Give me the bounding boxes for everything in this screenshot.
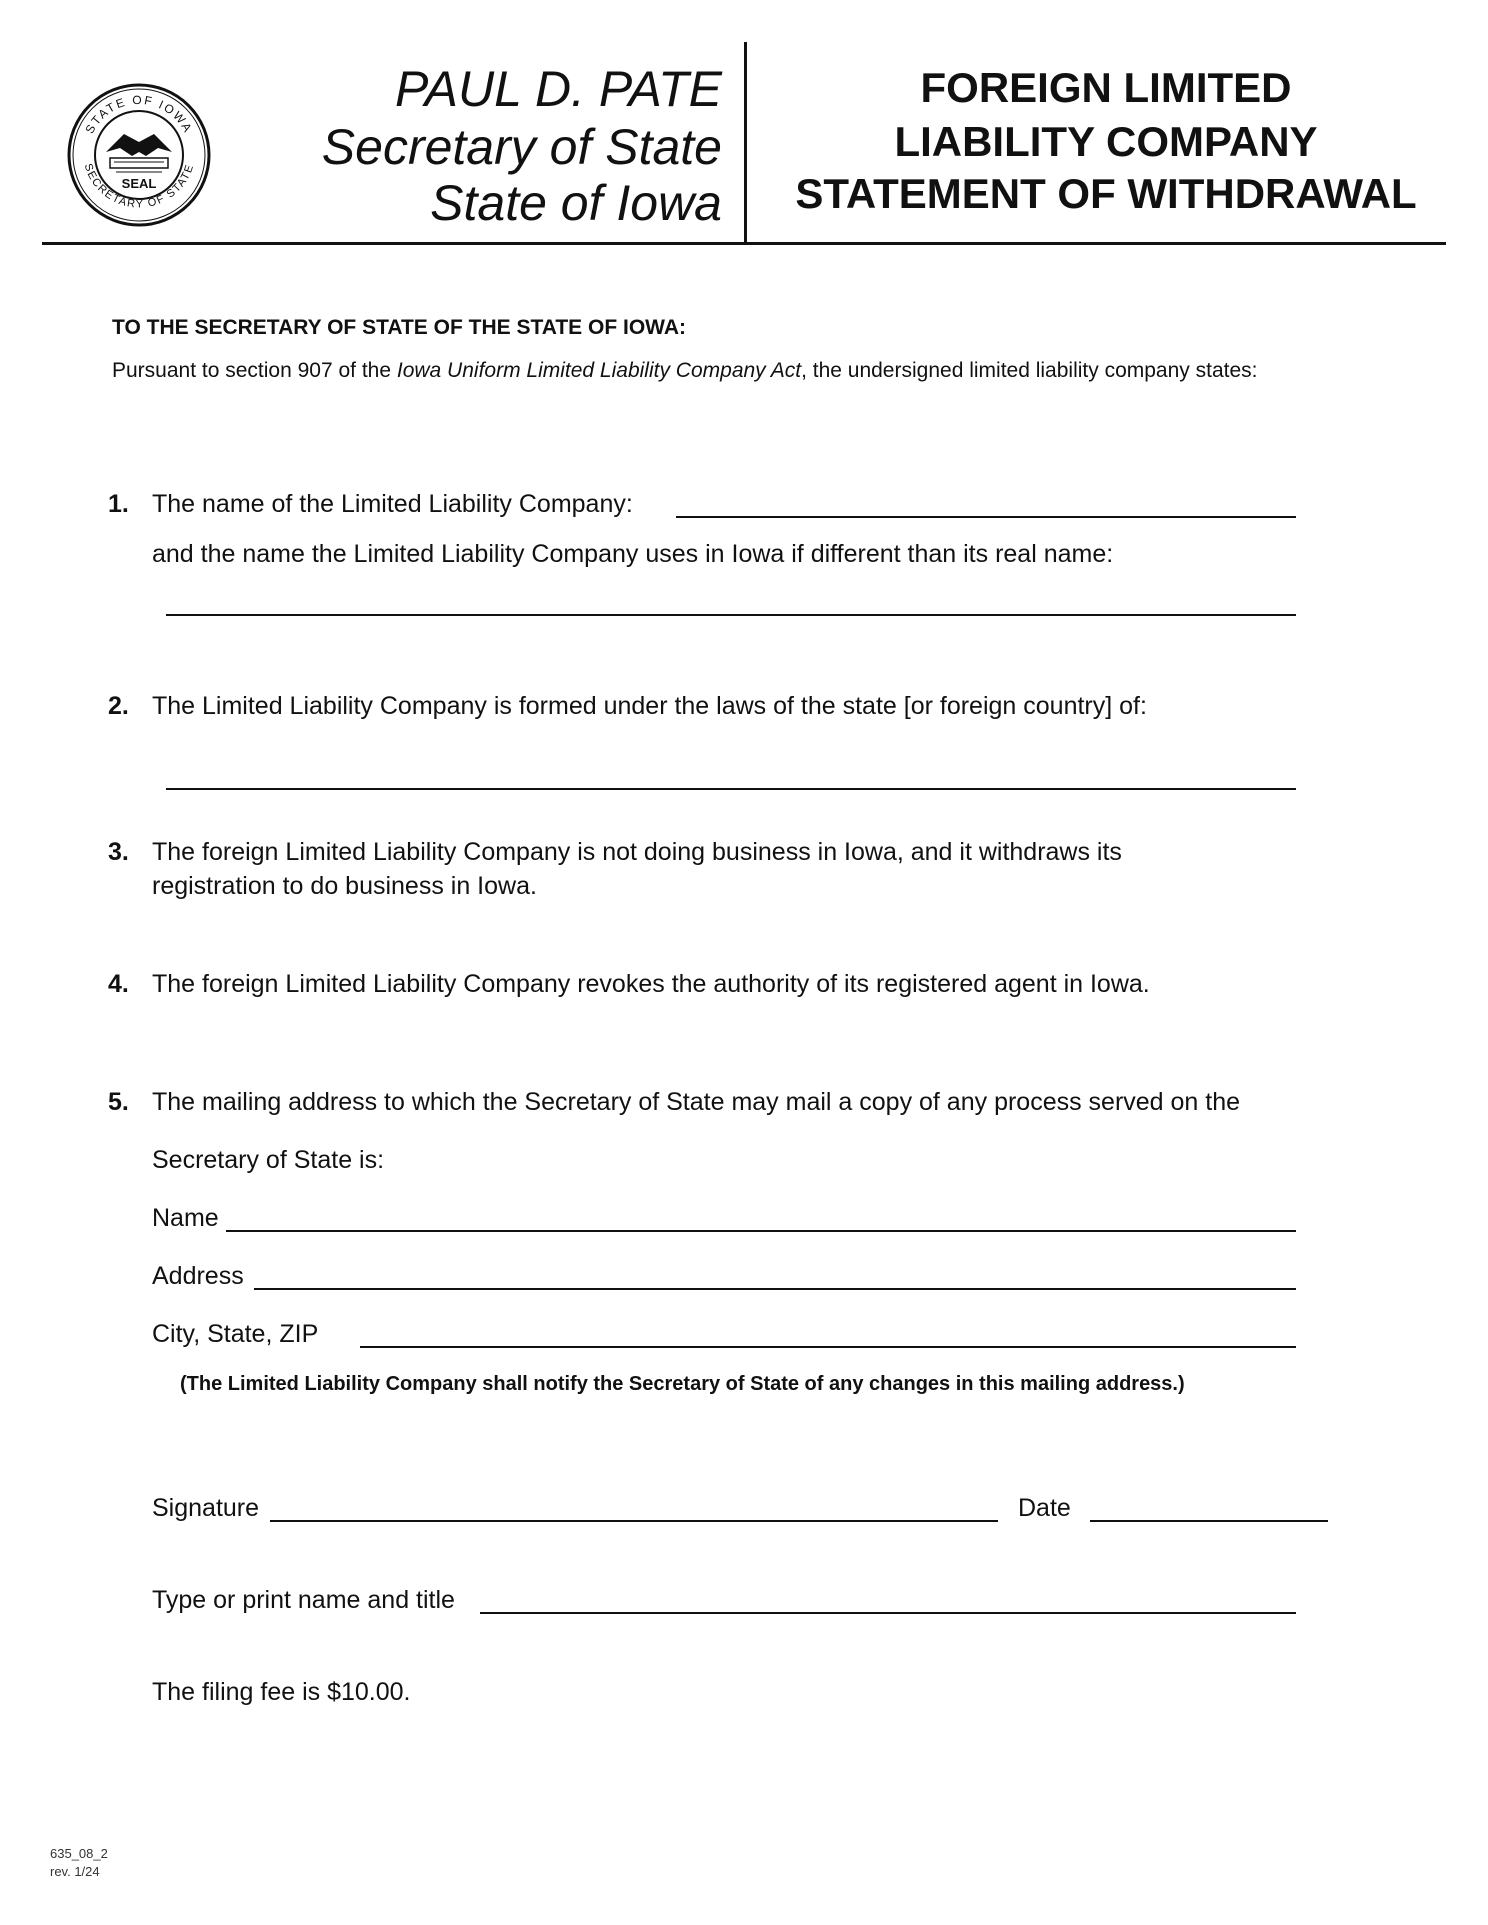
address-change-notice: (The Limited Liability Company shall notify the Secretary of State of any changes in this mailing address.) — [180, 1373, 1185, 1395]
state-seal-icon — [66, 82, 212, 228]
official-title: Secretary of State — [321, 119, 722, 175]
formation-state-field[interactable] — [166, 788, 1296, 790]
date-label: Date — [1018, 1494, 1071, 1522]
item-5-line-2: Secretary of State is: — [152, 1146, 385, 1174]
llc-iowa-name-field[interactable] — [166, 614, 1296, 616]
svg-text:SECRETARY OF STATE: SECRETARY OF STATE — [81, 162, 197, 211]
form-revision: rev. 1/24 — [50, 1864, 100, 1879]
address-label: Address — [152, 1262, 244, 1290]
llc-name-field[interactable] — [676, 516, 1296, 518]
item-3-line-2: registration to do business in Iowa. — [152, 872, 537, 900]
name-title-label: Type or print name and title — [152, 1586, 455, 1614]
mailing-city-state-zip-field[interactable] — [360, 1346, 1296, 1348]
header-divider — [744, 42, 747, 242]
intro-paragraph — [112, 356, 1292, 386]
item-5-number: 5. — [108, 1088, 129, 1116]
svg-text:STATE OF IOWA: STATE OF IOWA — [82, 92, 196, 136]
header-rule — [42, 242, 1446, 245]
addressee: TO THE SECRETARY OF STATE OF THE STATE OF IOWA: — [112, 316, 687, 339]
form-title-line-2: LIABILITY COMPANY — [894, 118, 1318, 165]
official-name: PAUL D. PATE — [395, 61, 722, 117]
item-1-subtext: and the name the Limited Liability Company uses in Iowa if different than its real name: — [152, 540, 1114, 568]
date-field[interactable] — [1090, 1520, 1328, 1522]
item-4-number: 4. — [108, 970, 129, 998]
signature-field[interactable] — [270, 1520, 998, 1522]
item-1-text: The name of the Limited Liability Company: — [152, 490, 633, 518]
intro-after: , the undersigned limited liability company states: — [801, 359, 1258, 382]
item-4-text: The foreign Limited Liability Company revokes the authority of its registered agent in Iowa. — [152, 970, 1150, 998]
item-3-number: 3. — [108, 838, 129, 866]
item-1-number: 1. — [108, 490, 129, 518]
form-title-line-3: STATEMENT OF WITHDRAWAL — [795, 170, 1417, 217]
item-2-number: 2. — [108, 692, 129, 720]
mailing-name-field[interactable] — [226, 1230, 1296, 1232]
item-3-line-1: The foreign Limited Liability Company is not doing business in Iowa, and it withdraws its — [152, 838, 1122, 866]
signature-label: Signature — [152, 1494, 260, 1522]
intro-before: Pursuant to section 907 of the — [112, 359, 397, 382]
name-label: Name — [152, 1204, 219, 1232]
filing-fee: The filing fee is $10.00. — [152, 1678, 411, 1706]
city-state-zip-label: City, State, ZIP — [152, 1320, 319, 1348]
form-number: 635_08_2 — [50, 1846, 108, 1861]
item-5-line-1: The mailing address to which the Secretary of State may mail a copy of any process served on the — [152, 1088, 1241, 1116]
svg-text:SEAL: SEAL — [121, 176, 157, 191]
form-title-line-1: FOREIGN LIMITED — [920, 64, 1292, 111]
item-2-text: The Limited Liability Company is formed under the laws of the state [or foreign country] of: — [152, 692, 1147, 720]
act-name: Iowa Uniform Limited Liability Company Act — [396, 359, 802, 382]
name-title-field[interactable] — [480, 1612, 1296, 1614]
state-name: State of Iowa — [430, 175, 722, 231]
mailing-address-field[interactable] — [254, 1288, 1296, 1290]
